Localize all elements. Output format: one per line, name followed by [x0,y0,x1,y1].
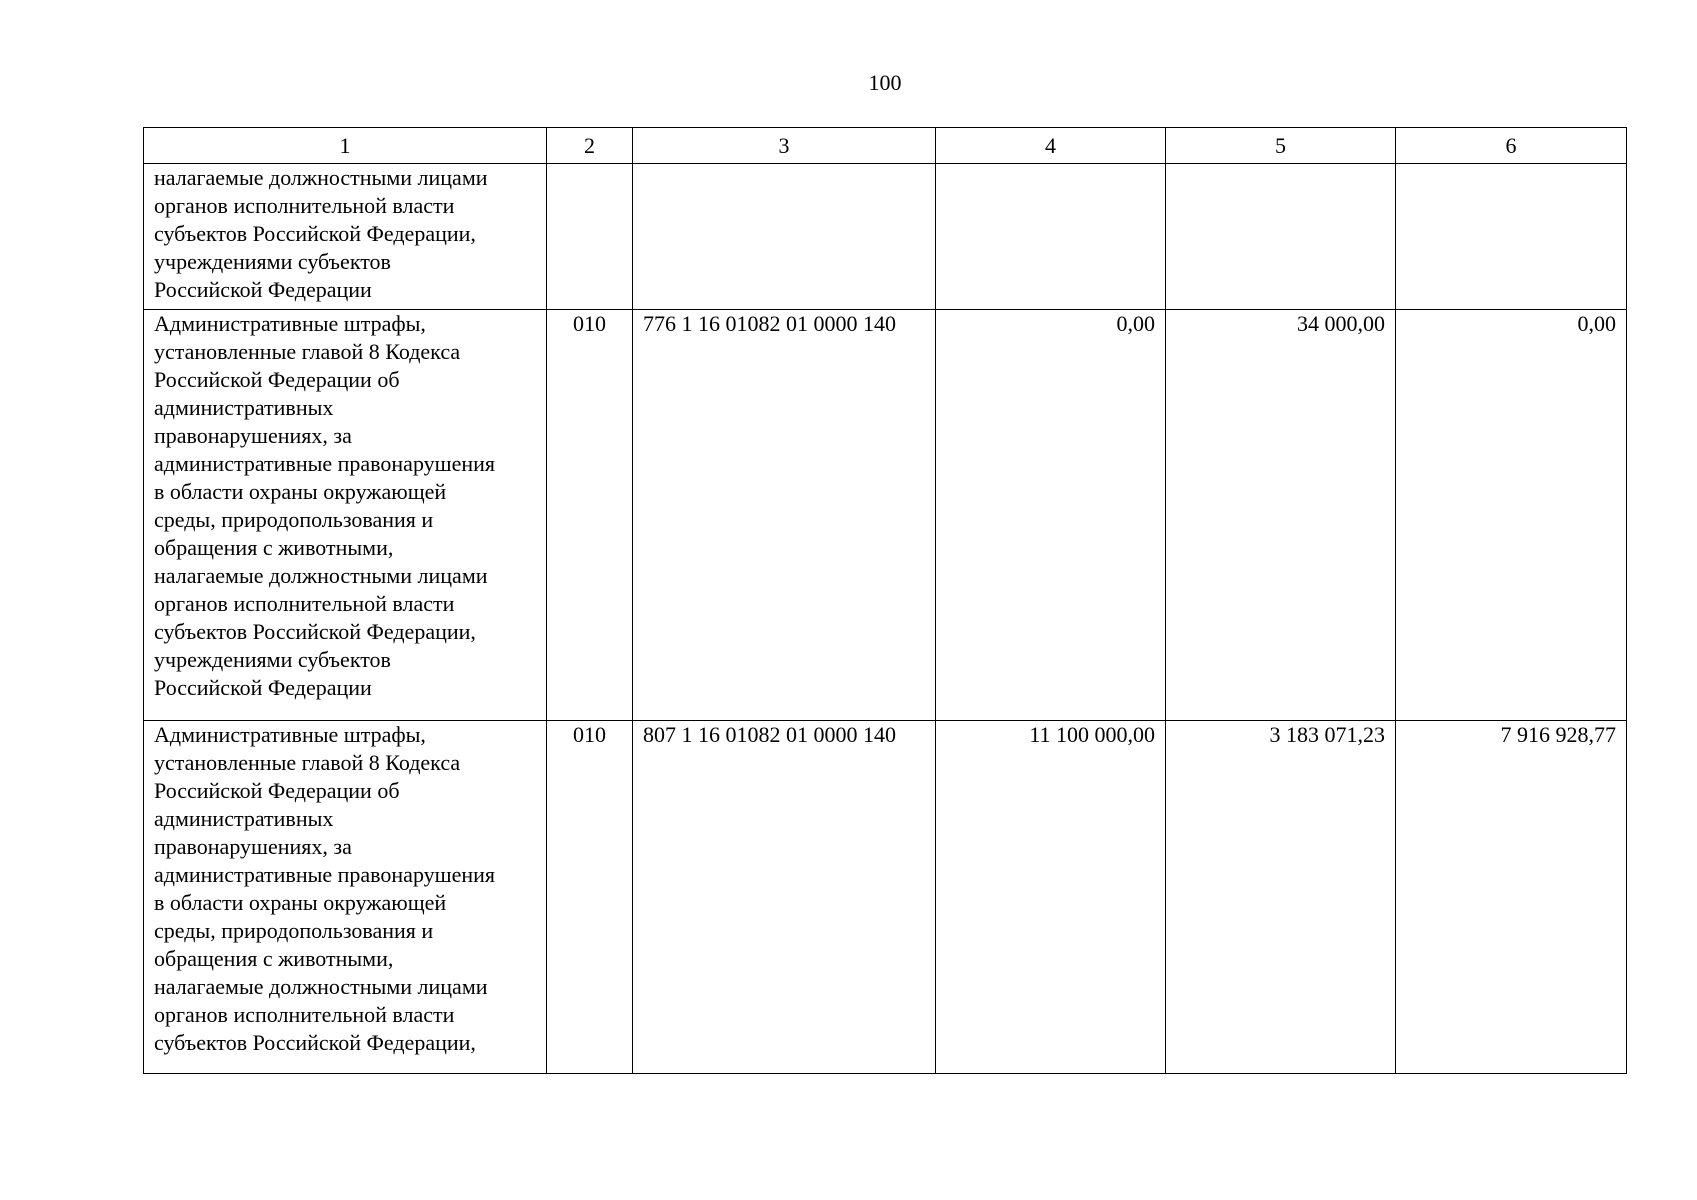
column-header: 4 [936,128,1166,164]
row-col5-cell [1166,164,1396,310]
row-col4-cell: 11 100 000,00 [936,721,1166,1074]
data-table [143,127,1627,1074]
table-row [144,721,1627,1074]
row-col5-cell: 3 183 071,23 [1166,721,1396,1074]
row-col6-cell [1396,164,1627,310]
row-code-cell [547,164,633,310]
column-header: 6 [1396,128,1627,164]
row-kbk-cell: 776 1 16 01082 01 0000 140 [633,310,936,721]
row-code-cell: 010 [547,310,633,721]
row-col5-cell: 34 000,00 [1166,310,1396,721]
row-col4-cell [936,164,1166,310]
row-kbk-cell [633,164,936,310]
table-row [144,310,1627,721]
row-kbk-cell: 807 1 16 01082 01 0000 140 [633,721,936,1074]
row-name-cell: Административные штрафы, установленные главой 8 Кодекса Российской Федерации об административных правонарушениях, за административные правонарушения в области охраны окружающей среды, природопользования и обращения с животными, налагаемые должностными лицами органов исполнительной власти субъектов Российской Федерации, учреждениями субъектов Российской Федерации [144,310,547,721]
page-number: 100 [868,70,902,95]
row-name-cell: Административные штрафы, установленные главой 8 Кодекса Российской Федерации об административных правонарушениях, за административные правонарушения в области охраны окружающей среды, природопользования и обращения с животными, налагаемые должностными лицами органов исполнительной власти субъектов Российской Федерации, [144,721,547,1074]
row-name-cell: налагаемые должностными лицами органов исполнительной власти субъектов Российской Федерации, учреждениями субъектов Российской Федерации [144,164,547,310]
table-row [144,164,1627,310]
row-code-cell: 010 [547,721,633,1074]
row-col6-cell: 0,00 [1396,310,1627,721]
row-col4-cell: 0,00 [936,310,1166,721]
row-col6-cell: 7 916 928,77 [1396,721,1627,1074]
column-header: 3 [633,128,936,164]
column-header: 1 [144,128,547,164]
column-header: 5 [1166,128,1396,164]
column-header: 2 [547,128,633,164]
table-header-row [144,128,1627,164]
